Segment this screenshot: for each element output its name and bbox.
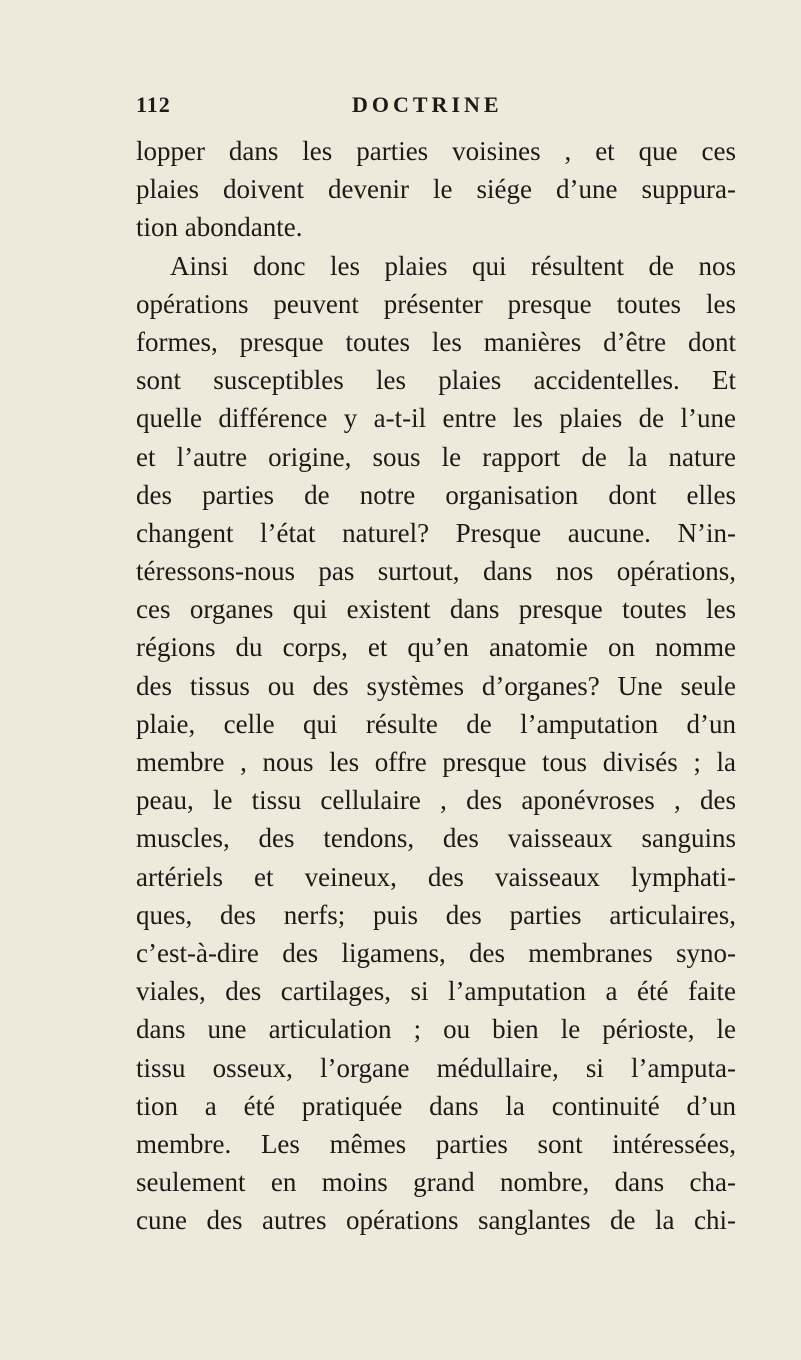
text-line: ces organes qui existent dans presque toutes les [136, 594, 736, 625]
page-header [136, 92, 736, 126]
running-head: DOCTRINE [352, 92, 503, 117]
text-line: quelle différence y a-t-il entre les plaies de l’une [136, 403, 736, 434]
body-text [136, 132, 736, 1239]
text-line: plaie, celle qui résulte de l’amputation d’un [136, 708, 736, 739]
text-line: cune des autres opérations sanglantes de la chi- [136, 1205, 736, 1236]
text-line: c’est-à-dire des ligamens, des membranes syno- [136, 937, 736, 968]
text-line: membre. Les mêmes parties sont intéressées, [136, 1128, 736, 1159]
text-line: plaies doivent devenir le siége d’une suppura- [136, 174, 736, 205]
text-line: opérations peuvent présenter presque toutes les [136, 288, 736, 319]
text-line: tion abondante. [136, 212, 303, 243]
text-line: seulement en moins grand nombre, dans cha- [136, 1167, 736, 1198]
text-line: sont susceptibles les plaies accidentelles. Et [136, 365, 736, 396]
text-line: des parties de notre organisation dont elles [136, 479, 736, 510]
text-line: et l’autre origine, sous le rapport de la nature [136, 441, 736, 472]
text-line: tissu osseux, l’organe médullaire, si l’amputa- [136, 1052, 736, 1083]
text-line: membre , nous les offre presque tous divisés ; la [136, 747, 736, 777]
page-number: 112 [136, 92, 171, 117]
text-line: artériels et veineux, des vaisseaux lymphati- [136, 861, 736, 892]
text-line: dans une articulation ; ou bien le périoste, le [136, 1014, 736, 1045]
text-line: téressons-nous pas surtout, dans nos opérations, [136, 556, 736, 587]
text-line: ques, des nerfs; puis des parties articulaires, [136, 899, 736, 930]
text-line: peau, le tissu cellulaire , des aponévroses , des [136, 785, 736, 816]
text-line: changent l’état naturel? Presque aucune. N’in- [136, 517, 736, 548]
text-line: muscles, des tendons, des vaisseaux sanguins [136, 823, 736, 854]
text-line: Ainsi donc les plaies qui résultent de nos [170, 250, 736, 281]
text-line: viales, des cartilages, si l’amputation a été faite [136, 976, 736, 1007]
text-line: formes, presque toutes les manières d’être dont [136, 326, 736, 357]
text-line: lopper dans les parties voisines , et que ces [136, 136, 736, 166]
text-line: régions du corps, et qu’en anatomie on nomme [136, 632, 736, 663]
text-line: tion a été pratiquée dans la continuité d’un [136, 1090, 736, 1121]
text-line: des tissus ou des systèmes d’organes? Une seule [136, 670, 736, 701]
